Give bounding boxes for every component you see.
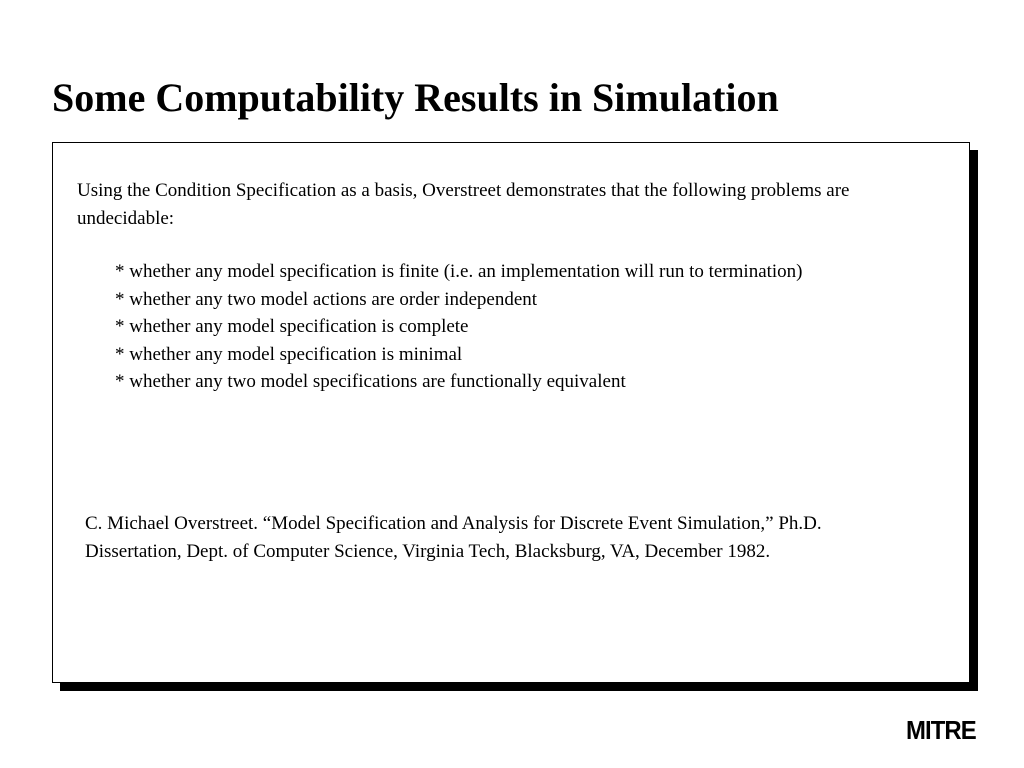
reference-citation: C. Michael Overstreet. “Model Specification and Analysis for Discrete Event Simulation,” Ph.D. Dissertation, Dept. of Computer Science, Virginia Tech, Blacksburg, VA, December 1982. [85, 513, 822, 562]
mitre-logo: MITRE [906, 715, 976, 745]
list-item: * whether any two model specifications are functionally equivalent [115, 371, 626, 392]
list-item: * whether any model specification is minimal [115, 343, 463, 365]
list-item: * whether any two model actions are order independent [115, 288, 538, 310]
list-item: * whether any model specification is complete [115, 316, 469, 337]
content-box [52, 142, 970, 683]
undecidable-problems-list [115, 258, 803, 396]
list-item: * whether any model specification is finite (i.e. an implementation will run to termination) [115, 261, 803, 282]
slide-title: Some Computability Results in Simulation [52, 75, 779, 120]
intro-paragraph: Using the Condition Specification as a basis, Overstreet demonstrates that the following problems are undecidable: [77, 180, 850, 229]
